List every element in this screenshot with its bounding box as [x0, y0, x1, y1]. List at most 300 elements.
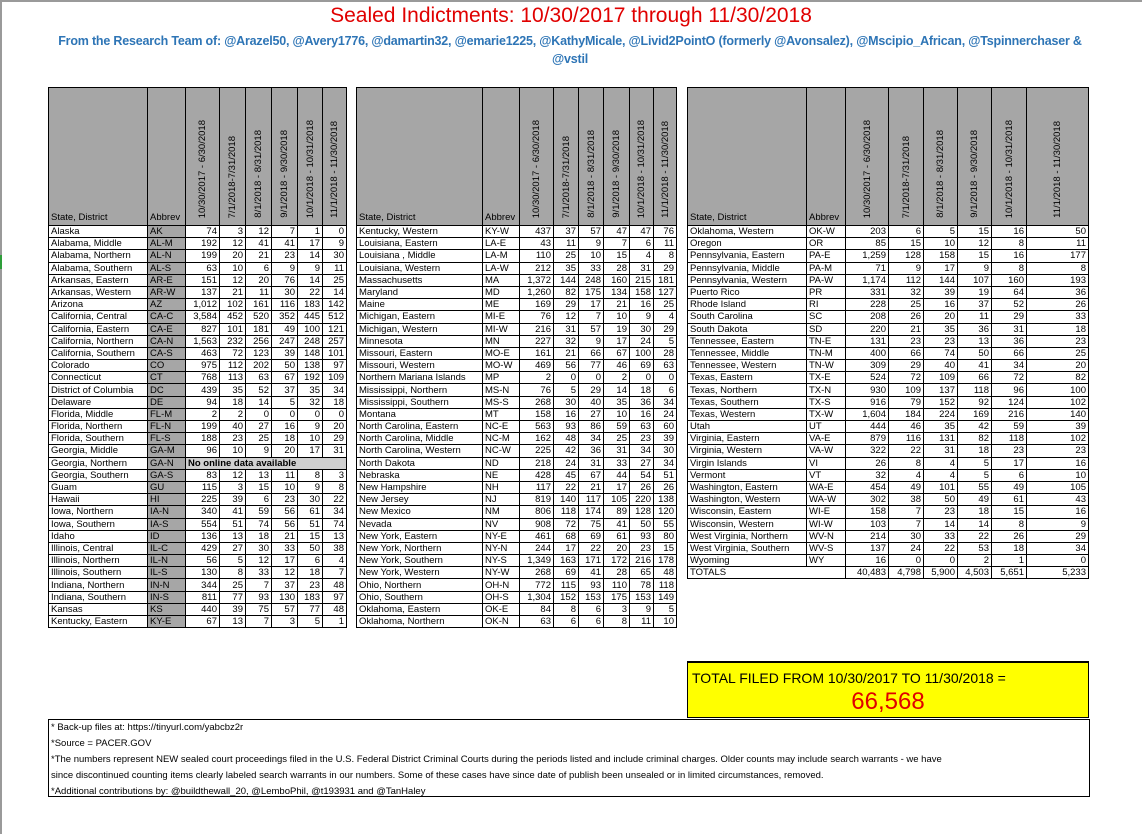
count-cell: 13	[246, 469, 272, 481]
count-cell: 66	[958, 372, 992, 384]
table-row	[357, 579, 677, 591]
district-name: Texas, Western	[688, 408, 807, 420]
count-cell: 33	[246, 567, 272, 579]
table-row	[688, 286, 1089, 298]
count-cell: 161	[520, 347, 554, 359]
count-cell: 6	[654, 384, 677, 396]
count-cell: 118	[554, 506, 579, 518]
district-name: West Virginia, Southern	[688, 542, 807, 554]
count-cell: 1	[323, 616, 347, 628]
district-abbrev: GA-S	[148, 469, 186, 481]
count-cell: 199	[186, 421, 220, 433]
count-cell: 15	[889, 238, 924, 250]
count-cell: 138	[298, 360, 323, 372]
table-row	[357, 530, 677, 542]
district-name: Virgin Islands	[688, 457, 807, 469]
count-cell: 109	[924, 372, 958, 384]
district-name: Ohio, Southern	[357, 591, 483, 603]
district-name: Washington, Western	[688, 494, 807, 506]
count-cell: 144	[554, 274, 579, 286]
count-cell: 15	[958, 226, 992, 238]
table-row	[357, 384, 677, 396]
table-row	[357, 469, 677, 481]
count-cell: 74	[924, 347, 958, 359]
count-cell: 38	[889, 494, 924, 506]
district-name: New Jersey	[357, 494, 483, 506]
count-cell: 50	[924, 494, 958, 506]
count-cell: 232	[220, 335, 246, 347]
count-cell: 109	[889, 384, 924, 396]
table-row	[357, 603, 677, 615]
count-cell: 3	[272, 616, 298, 628]
count-cell: 65	[630, 567, 654, 579]
count-cell: 39	[924, 286, 958, 298]
count-cell: 30	[889, 530, 924, 542]
count-cell: 163	[554, 555, 579, 567]
count-cell: 461	[520, 530, 554, 542]
count-cell: 0	[298, 408, 323, 420]
count-cell: 29	[889, 360, 924, 372]
count-cell: 17	[579, 299, 604, 311]
district-abbrev: MI-E	[483, 311, 520, 323]
count-cell: 101	[220, 323, 246, 335]
count-cell: 9	[246, 445, 272, 457]
count-cell: 33	[1027, 311, 1089, 323]
count-cell: 47	[630, 226, 654, 238]
count-cell: 12	[220, 274, 246, 286]
table-row	[49, 372, 347, 384]
header-period-label: 11/1/2018 - 11/30/2018	[329, 121, 340, 218]
count-cell: 171	[579, 555, 604, 567]
district-abbrev: AR-W	[148, 286, 186, 298]
count-cell: 247	[272, 335, 298, 347]
count-cell: 32	[554, 335, 579, 347]
count-cell: 2	[604, 372, 630, 384]
district-abbrev: CA-S	[148, 347, 186, 359]
count-cell: 105	[604, 494, 630, 506]
count-cell: 224	[924, 408, 958, 420]
count-cell: 23	[272, 250, 298, 262]
count-cell: 7	[889, 506, 924, 518]
count-cell: 50	[630, 518, 654, 530]
district-abbrev: LA-E	[483, 238, 520, 250]
district-abbrev: IN-N	[148, 579, 186, 591]
district-abbrev: CT	[148, 372, 186, 384]
count-cell: 9	[889, 262, 924, 274]
count-cell: 93	[554, 421, 579, 433]
table-row	[688, 323, 1089, 335]
count-cell: 24	[554, 457, 579, 469]
count-cell: 137	[186, 286, 220, 298]
count-cell: 97	[323, 360, 347, 372]
count-cell: 9	[298, 262, 323, 274]
count-cell: 47	[604, 226, 630, 238]
count-cell: 59	[604, 421, 630, 433]
count-cell: 14	[958, 518, 992, 530]
district-abbrev: KY-W	[483, 226, 520, 238]
count-cell: 37	[272, 384, 298, 396]
district-name: Pennsylvania, Middle	[688, 262, 807, 274]
table-row	[688, 433, 1089, 445]
table-row	[49, 347, 347, 359]
count-cell: 80	[654, 530, 677, 542]
district-name: California, Southern	[49, 347, 148, 359]
district-abbrev: IA-N	[148, 506, 186, 518]
count-cell: 93	[579, 579, 604, 591]
table-row	[49, 469, 347, 481]
district-abbrev: NY-E	[483, 530, 520, 542]
count-cell: 54	[630, 469, 654, 481]
district-name: District of Columbia	[49, 384, 148, 396]
district-abbrev: DE	[148, 396, 186, 408]
count-cell: 3	[220, 481, 246, 493]
count-cell: 93	[630, 530, 654, 542]
table-row	[357, 360, 677, 372]
count-cell: 1,372	[520, 274, 554, 286]
count-cell: 5	[958, 469, 992, 481]
district-abbrev: TN-W	[807, 360, 846, 372]
district-abbrev: WI-W	[807, 518, 846, 530]
count-cell: 36	[1027, 286, 1089, 298]
table-row	[688, 238, 1089, 250]
district-name: Idaho	[49, 530, 148, 542]
count-cell: 52	[992, 299, 1027, 311]
table-row	[49, 445, 347, 457]
count-cell: 183	[298, 299, 323, 311]
count-cell: 0	[554, 372, 579, 384]
table-row	[49, 408, 347, 420]
count-cell: 100	[1027, 384, 1089, 396]
count-cell: 18	[298, 567, 323, 579]
count-cell: 30	[630, 323, 654, 335]
count-cell: 121	[323, 323, 347, 335]
district-abbrev: GA-N	[148, 457, 186, 469]
count-cell: 26	[846, 457, 889, 469]
count-cell: 23	[1027, 335, 1089, 347]
district-name: Wisconsin, Western	[688, 518, 807, 530]
table-row	[357, 372, 677, 384]
count-cell: 9	[298, 421, 323, 433]
count-cell: 33	[604, 457, 630, 469]
district-name: New York, Western	[357, 567, 483, 579]
count-cell: 3	[604, 603, 630, 615]
count-cell: 21	[272, 530, 298, 542]
header-period-label: 10/1/2018 - 10/31/2018	[1003, 119, 1015, 218]
count-cell: 158	[630, 286, 654, 298]
district-abbrev: NC-W	[483, 445, 520, 457]
table-row	[688, 530, 1089, 542]
count-cell: 6	[554, 616, 579, 628]
footnotes	[48, 719, 1090, 797]
district-abbrev: MS-N	[483, 384, 520, 396]
count-cell: 172	[604, 555, 630, 567]
table-row	[49, 433, 347, 445]
table-row	[49, 262, 347, 274]
count-cell: 1,563	[186, 335, 220, 347]
count-cell: 6	[298, 555, 323, 567]
count-cell: 11	[246, 286, 272, 298]
district-name: Minnesota	[357, 335, 483, 347]
count-cell: 149	[654, 591, 677, 603]
count-cell: 169	[958, 408, 992, 420]
count-cell: 49	[958, 494, 992, 506]
count-cell: 302	[846, 494, 889, 506]
district-abbrev: SD	[807, 323, 846, 335]
table-row	[688, 506, 1089, 518]
header-period-label: 9/1/2018 - 9/30/2018	[611, 130, 622, 218]
count-cell: 45	[554, 469, 579, 481]
district-abbrev: WA-W	[807, 494, 846, 506]
district-abbrev: VA-E	[807, 433, 846, 445]
count-cell: 36	[630, 396, 654, 408]
count-cell: 31	[323, 445, 347, 457]
table-row	[357, 347, 677, 359]
district-name: South Carolina	[688, 311, 807, 323]
district-name: Arizona	[49, 299, 148, 311]
count-cell: 12	[246, 555, 272, 567]
district-abbrev: SC	[807, 311, 846, 323]
table-row	[688, 518, 1089, 530]
count-cell: 31	[604, 445, 630, 457]
count-cell: 18	[220, 396, 246, 408]
indictments-table-1	[48, 87, 347, 628]
count-cell: 49	[889, 481, 924, 493]
count-cell: 153	[630, 591, 654, 603]
count-cell: 36	[579, 445, 604, 457]
count-cell: 67	[272, 372, 298, 384]
header-period-label: 8/1/2018 - 8/31/2018	[253, 130, 264, 218]
count-cell: 6	[246, 494, 272, 506]
header-period	[654, 88, 677, 226]
count-cell: 21	[554, 347, 579, 359]
count-cell: 76	[520, 384, 554, 396]
count-cell: 43	[1027, 494, 1089, 506]
count-cell: 63	[246, 372, 272, 384]
count-cell: 128	[889, 250, 924, 262]
count-cell: 454	[846, 481, 889, 493]
count-cell: 116	[272, 299, 298, 311]
district-name: Arkansas, Eastern	[49, 274, 148, 286]
count-cell: 17	[272, 555, 298, 567]
count-cell: 92	[958, 396, 992, 408]
count-cell: 16	[554, 408, 579, 420]
district-name: New York, Eastern	[357, 530, 483, 542]
count-cell: 153	[579, 591, 604, 603]
district-name: Tennessee, Eastern	[688, 335, 807, 347]
table-row	[357, 494, 677, 506]
count-cell: 24	[654, 408, 677, 420]
district-name: North Carolina, Eastern	[357, 421, 483, 433]
table-row	[688, 421, 1089, 433]
count-cell: 10	[604, 408, 630, 420]
count-cell: 29	[654, 262, 677, 274]
header-period	[298, 88, 323, 226]
count-cell: 21	[889, 323, 924, 335]
count-cell: 94	[186, 396, 220, 408]
header-abbrev: Abbrev	[483, 88, 520, 226]
window-left-border	[0, 0, 2, 834]
table-row	[357, 238, 677, 250]
count-cell: 469	[520, 360, 554, 372]
district-name: Utah	[688, 421, 807, 433]
count-cell: 21	[220, 286, 246, 298]
table-row	[688, 262, 1089, 274]
district-name: Florida, Northern	[49, 421, 148, 433]
count-cell: 256	[246, 335, 272, 347]
district-name: Virginia, Eastern	[688, 433, 807, 445]
count-cell: 25	[220, 579, 246, 591]
table-row	[688, 542, 1089, 554]
count-cell: 33	[579, 262, 604, 274]
count-cell: 67	[186, 616, 220, 628]
district-name: Louisiana , Middle	[357, 250, 483, 262]
count-cell: 24	[889, 542, 924, 554]
district-abbrev: MP	[483, 372, 520, 384]
district-abbrev: FL-M	[148, 408, 186, 420]
count-cell: 444	[846, 421, 889, 433]
table-row	[357, 616, 677, 628]
count-cell: 184	[889, 408, 924, 420]
count-cell: 115	[554, 579, 579, 591]
count-cell: 5	[654, 335, 677, 347]
table-row	[49, 323, 347, 335]
count-cell: 37	[554, 226, 579, 238]
count-cell: 14	[323, 286, 347, 298]
count-cell: 39	[220, 494, 246, 506]
count-cell: 429	[186, 542, 220, 554]
table-row	[688, 481, 1089, 493]
count-cell: 428	[520, 469, 554, 481]
count-cell: 39	[220, 603, 246, 615]
count-cell: 59	[992, 421, 1027, 433]
district-abbrev: NY-N	[483, 542, 520, 554]
table-row	[688, 372, 1089, 384]
count-cell: 41	[272, 238, 298, 250]
count-cell: 7	[246, 616, 272, 628]
count-cell: 15	[958, 250, 992, 262]
count-cell: 115	[186, 481, 220, 493]
count-cell: 29	[579, 384, 604, 396]
count-cell: 8	[992, 262, 1027, 274]
count-cell: 57	[272, 603, 298, 615]
district-abbrev: NY-W	[483, 567, 520, 579]
district-abbrev: AL-M	[148, 238, 186, 250]
count-cell: 15	[604, 250, 630, 262]
count-cell: 23	[220, 433, 246, 445]
count-cell: 8	[323, 481, 347, 493]
count-cell: 35	[554, 262, 579, 274]
count-cell: 101	[924, 481, 958, 493]
count-cell: 25	[604, 433, 630, 445]
count-cell: 331	[846, 286, 889, 298]
count-cell: 61	[992, 494, 1027, 506]
district-name: Pennsylvania, Western	[688, 274, 807, 286]
count-cell: 118	[958, 384, 992, 396]
count-cell: 28	[654, 347, 677, 359]
count-cell: 192	[298, 372, 323, 384]
count-cell: 7	[889, 518, 924, 530]
count-cell: 18	[630, 384, 654, 396]
count-cell: 110	[604, 579, 630, 591]
district-name: Colorado	[49, 360, 148, 372]
district-name: Indiana, Southern	[49, 591, 148, 603]
header-period-label: 9/1/2018 - 9/30/2018	[279, 130, 290, 218]
count-cell: 55	[654, 518, 677, 530]
district-name: Michigan, Western	[357, 323, 483, 335]
count-cell: 220	[630, 494, 654, 506]
district-name: Guam	[49, 481, 148, 493]
district-abbrev: AR-E	[148, 274, 186, 286]
count-cell: 26	[992, 530, 1027, 542]
header-period-label: 10/1/2018 - 10/31/2018	[304, 119, 316, 218]
district-name: Puerto Rico	[688, 286, 807, 298]
district-abbrev: PA-W	[807, 274, 846, 286]
count-cell: 768	[186, 372, 220, 384]
count-cell: 32	[298, 396, 323, 408]
count-cell: 48	[323, 603, 347, 615]
count-cell: 84	[520, 603, 554, 615]
count-cell: 1,349	[520, 555, 554, 567]
count-cell: 20	[924, 311, 958, 323]
table-row	[357, 408, 677, 420]
district-name: Kansas	[49, 603, 148, 615]
count-cell: 93	[246, 591, 272, 603]
district-name: Pennsylvania, Eastern	[688, 250, 807, 262]
count-cell: 216	[630, 555, 654, 567]
count-cell: 6	[579, 603, 604, 615]
count-cell: 20	[1027, 360, 1089, 372]
district-abbrev: IN-S	[148, 591, 186, 603]
count-cell: 40	[579, 396, 604, 408]
district-name: Louisiana, Eastern	[357, 238, 483, 250]
count-cell: 178	[654, 555, 677, 567]
total-cell: 5,233	[1027, 567, 1089, 579]
count-cell: 32	[889, 286, 924, 298]
count-cell: 64	[992, 286, 1027, 298]
count-cell: 69	[579, 530, 604, 542]
count-cell: 31	[630, 262, 654, 274]
count-cell: 10	[272, 481, 298, 493]
district-name: Georgia, Northern	[49, 457, 148, 469]
count-cell: 6	[889, 226, 924, 238]
footnote-description: *The numbers represent NEW sealed court proceedings filed in the U.S. Federal District Criminal Courts during the periods listed and include criminal charges. Older counts may include search warrants - we have	[51, 754, 942, 765]
count-cell: 14	[298, 274, 323, 286]
count-cell: 31	[992, 323, 1027, 335]
count-cell: 61	[604, 530, 630, 542]
count-cell: 35	[220, 384, 246, 396]
table-row	[688, 457, 1089, 469]
header-period	[246, 88, 272, 226]
count-cell: 46	[889, 421, 924, 433]
count-cell: 17	[554, 542, 579, 554]
count-cell: 22	[889, 445, 924, 457]
count-cell: 161	[246, 299, 272, 311]
footnote-description-cont: since discontinued counting items clearly labeled search warrants in our numbers. Some of these cases have since date of publish been unsealed or in limited circumstances, removed.	[51, 770, 824, 781]
count-cell: 193	[1027, 274, 1089, 286]
count-cell: 25	[654, 299, 677, 311]
count-cell: 33	[272, 542, 298, 554]
total-cell: 4,798	[889, 567, 924, 579]
district-abbrev: OH-S	[483, 591, 520, 603]
header-period-label: 9/1/2018 - 9/30/2018	[969, 130, 980, 218]
count-cell: 43	[520, 238, 554, 250]
count-cell: 130	[186, 567, 220, 579]
district-name: Northern Mariana Islands	[357, 372, 483, 384]
count-cell: 74	[246, 518, 272, 530]
count-cell: 77	[298, 603, 323, 615]
totals-row	[688, 567, 1089, 579]
grand-total-value: 66,568	[851, 688, 925, 715]
